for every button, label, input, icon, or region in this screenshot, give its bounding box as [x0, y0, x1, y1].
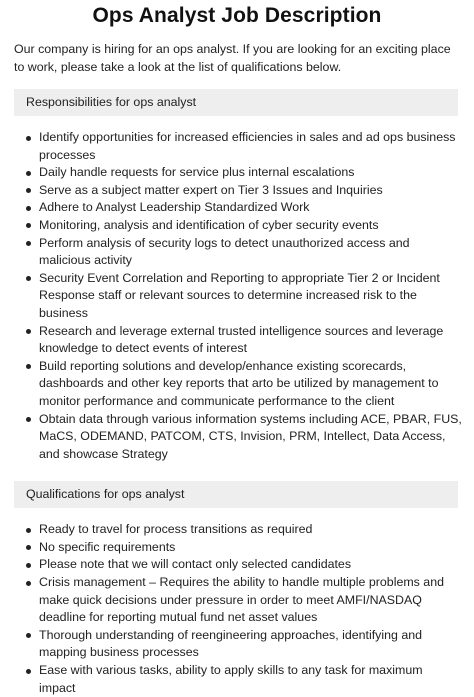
list-item: Serve as a subject matter expert on Tier 3 Issues and Inquiries [25, 182, 462, 200]
responsibilities-list [0, 129, 474, 463]
list-item: Ready to travel for process transitions as required [25, 521, 462, 539]
list-item: Daily handle requests for service plus internal escalations [25, 164, 462, 182]
list-item: No specific requirements [25, 539, 462, 557]
list-item: Build reporting solutions and develop/enhance existing scorecards, dashboards and other key reports that arto be utilized by management to monitor performance and communicate performance to the client [25, 358, 462, 411]
qualifications-list [0, 521, 474, 697]
list-item: Security Event Correlation and Reporting to appropriate Tier 2 or Incident Response staff or relevant sources to determine increased risk to the business [25, 270, 462, 323]
list-item: Monitoring, analysis and identification of cyber security events [25, 217, 462, 235]
list-item: Please note that we will contact only selected candidates [25, 556, 462, 574]
list-item: Identify opportunities for increased efficiencies in sales and ad ops business processes [25, 129, 462, 164]
list-item: Obtain data through various information systems including ACE, PBAR, FUS, MaCS, ODEMAND, PATCOM, CTS, Invision, PRM, Intellect, Data Access, and showcase Strategy [25, 411, 462, 464]
page-title: Ops Analyst Job Description [92, 4, 382, 27]
list-item: Research and leverage external trusted intelligence sources and leverage knowledge to detect events of interest [25, 323, 462, 358]
intro-paragraph: Our company is hiring for an ops analyst. If you are looking for an exciting place to work, please take a look at the list of qualifications below. [14, 42, 451, 74]
responsibilities-heading: Responsibilities for ops analyst [14, 89, 458, 116]
list-item: Thorough understanding of reengineering approaches, identifying and mapping business processes [25, 627, 462, 662]
qualifications-heading: Qualifications for ops analyst [14, 481, 458, 508]
list-item: Crisis management – Requires the ability to handle multiple problems and make quick decisions under pressure in order to meet AMFI/NASDAQ deadline for reporting mutual fund net asset values [25, 574, 462, 627]
list-item: Ease with various tasks, ability to apply skills to any task for maximum impact [25, 662, 462, 697]
list-item: Perform analysis of security logs to detect unauthorized access and malicious activity [25, 235, 462, 270]
list-item: Adhere to Analyst Leadership Standardized Work [25, 199, 462, 217]
